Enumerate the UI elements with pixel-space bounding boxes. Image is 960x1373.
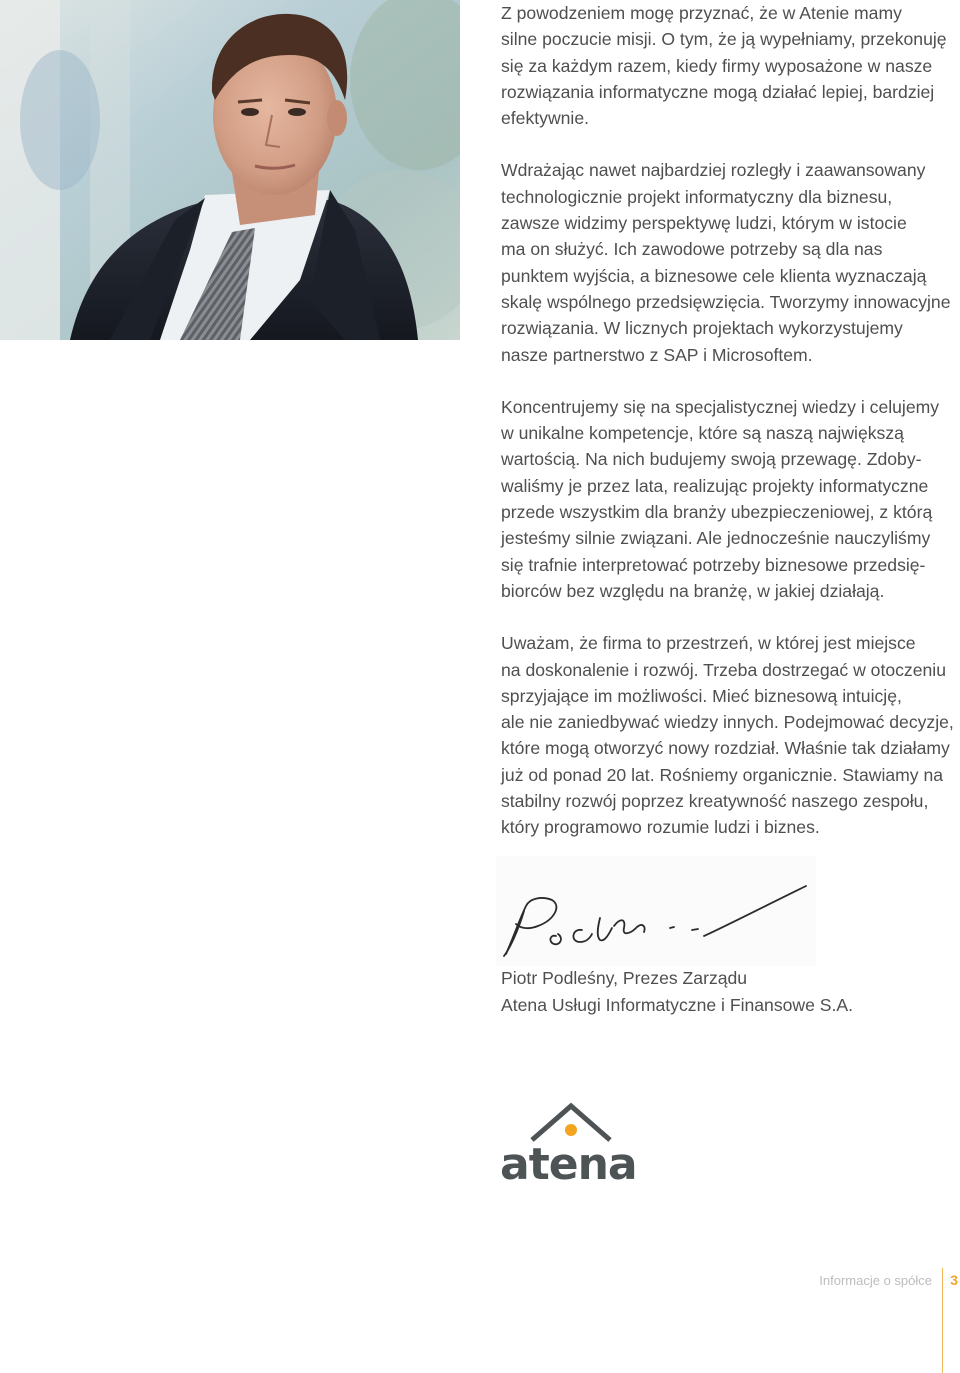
atena-logo bbox=[500, 1102, 642, 1192]
signer-name-title: Piotr Podleśny, Prezes Zarządu bbox=[501, 968, 748, 988]
logo-wordmark: atena bbox=[500, 1139, 637, 1190]
letter-paragraph: Koncentrujemy się na specjalistycznej wiedzy i celujemy w unikalne kompetencje, które są naszą największą wartością. Na nich budujemy swoją przewagę. Zdoby- waliśmy je przez lata, realizując projekty informatyczne przede wszystkim dla branży ubezpieczeniowej, z którą jesteśmy silnie związani. Ale jednocześnie nauczyliśmy się trafnie interpretować potrzeby biznesowe przedsię- biorców bez względu na branżę, w jakiej działają. bbox=[501, 396, 940, 601]
page-number: 3 bbox=[950, 1272, 958, 1288]
footer-section-label: Informacje o spółce bbox=[819, 1273, 932, 1288]
signature bbox=[496, 856, 816, 966]
page-footer bbox=[760, 1268, 960, 1373]
letter-paragraph: Z powodzeniem mogę przyznać, że w Atenie mamy silne poczucie misji. O tym, że ją wypełniamy, przekonuję się za każdym razem, kiedy firmy wyposażone w nasze rozwiązania informatyczne mogą działać lepiej, bardziej efektywnie. bbox=[501, 3, 947, 129]
footer-divider bbox=[942, 1268, 944, 1373]
signer-company: Atena Usługi Informatyczne i Finansowe S.A. bbox=[501, 995, 854, 1015]
portrait-photo bbox=[0, 0, 460, 340]
letter-paragraph: Uważam, że firma to przestrzeń, w której jest miejsce na doskonalenie i rozwój. Trzeba dostrzegać w otoczeniu sprzyjające im możliwości. Mieć biznesową intuicję, ale nie zaniedbywać wiedzy innych. Podejmować decyzje, które mogą otworzyć nowy rozdział. Właśnie tak działamy już od ponad 20 lat. Rośniemy organicznie. Stawiamy na stabilny rozwój poprzez kreatywność naszego zespołu, który programowo rozumie ludzi i biznes. bbox=[501, 633, 954, 838]
signer-block bbox=[501, 965, 921, 1019]
letter-body bbox=[501, 0, 960, 867]
letter-paragraph: Wdrażając nawet najbardziej rozległy i zaawansowany technologicznie projekt informatyczny dla biznesu, zawsze widzimy perspektywę ludzi, którym w istocie ma on służyć. Ich zawodowe potrzeby są dla nas punktem wyjścia, a biznesowe cele klienta wyznaczają skalę wspólnego przedsięwzięcia. Tworzymy innowacyjne rozwiązania. W licznych projektach wykorzystujemy nasze partnerstwo z SAP i Microsoftem. bbox=[501, 160, 951, 365]
